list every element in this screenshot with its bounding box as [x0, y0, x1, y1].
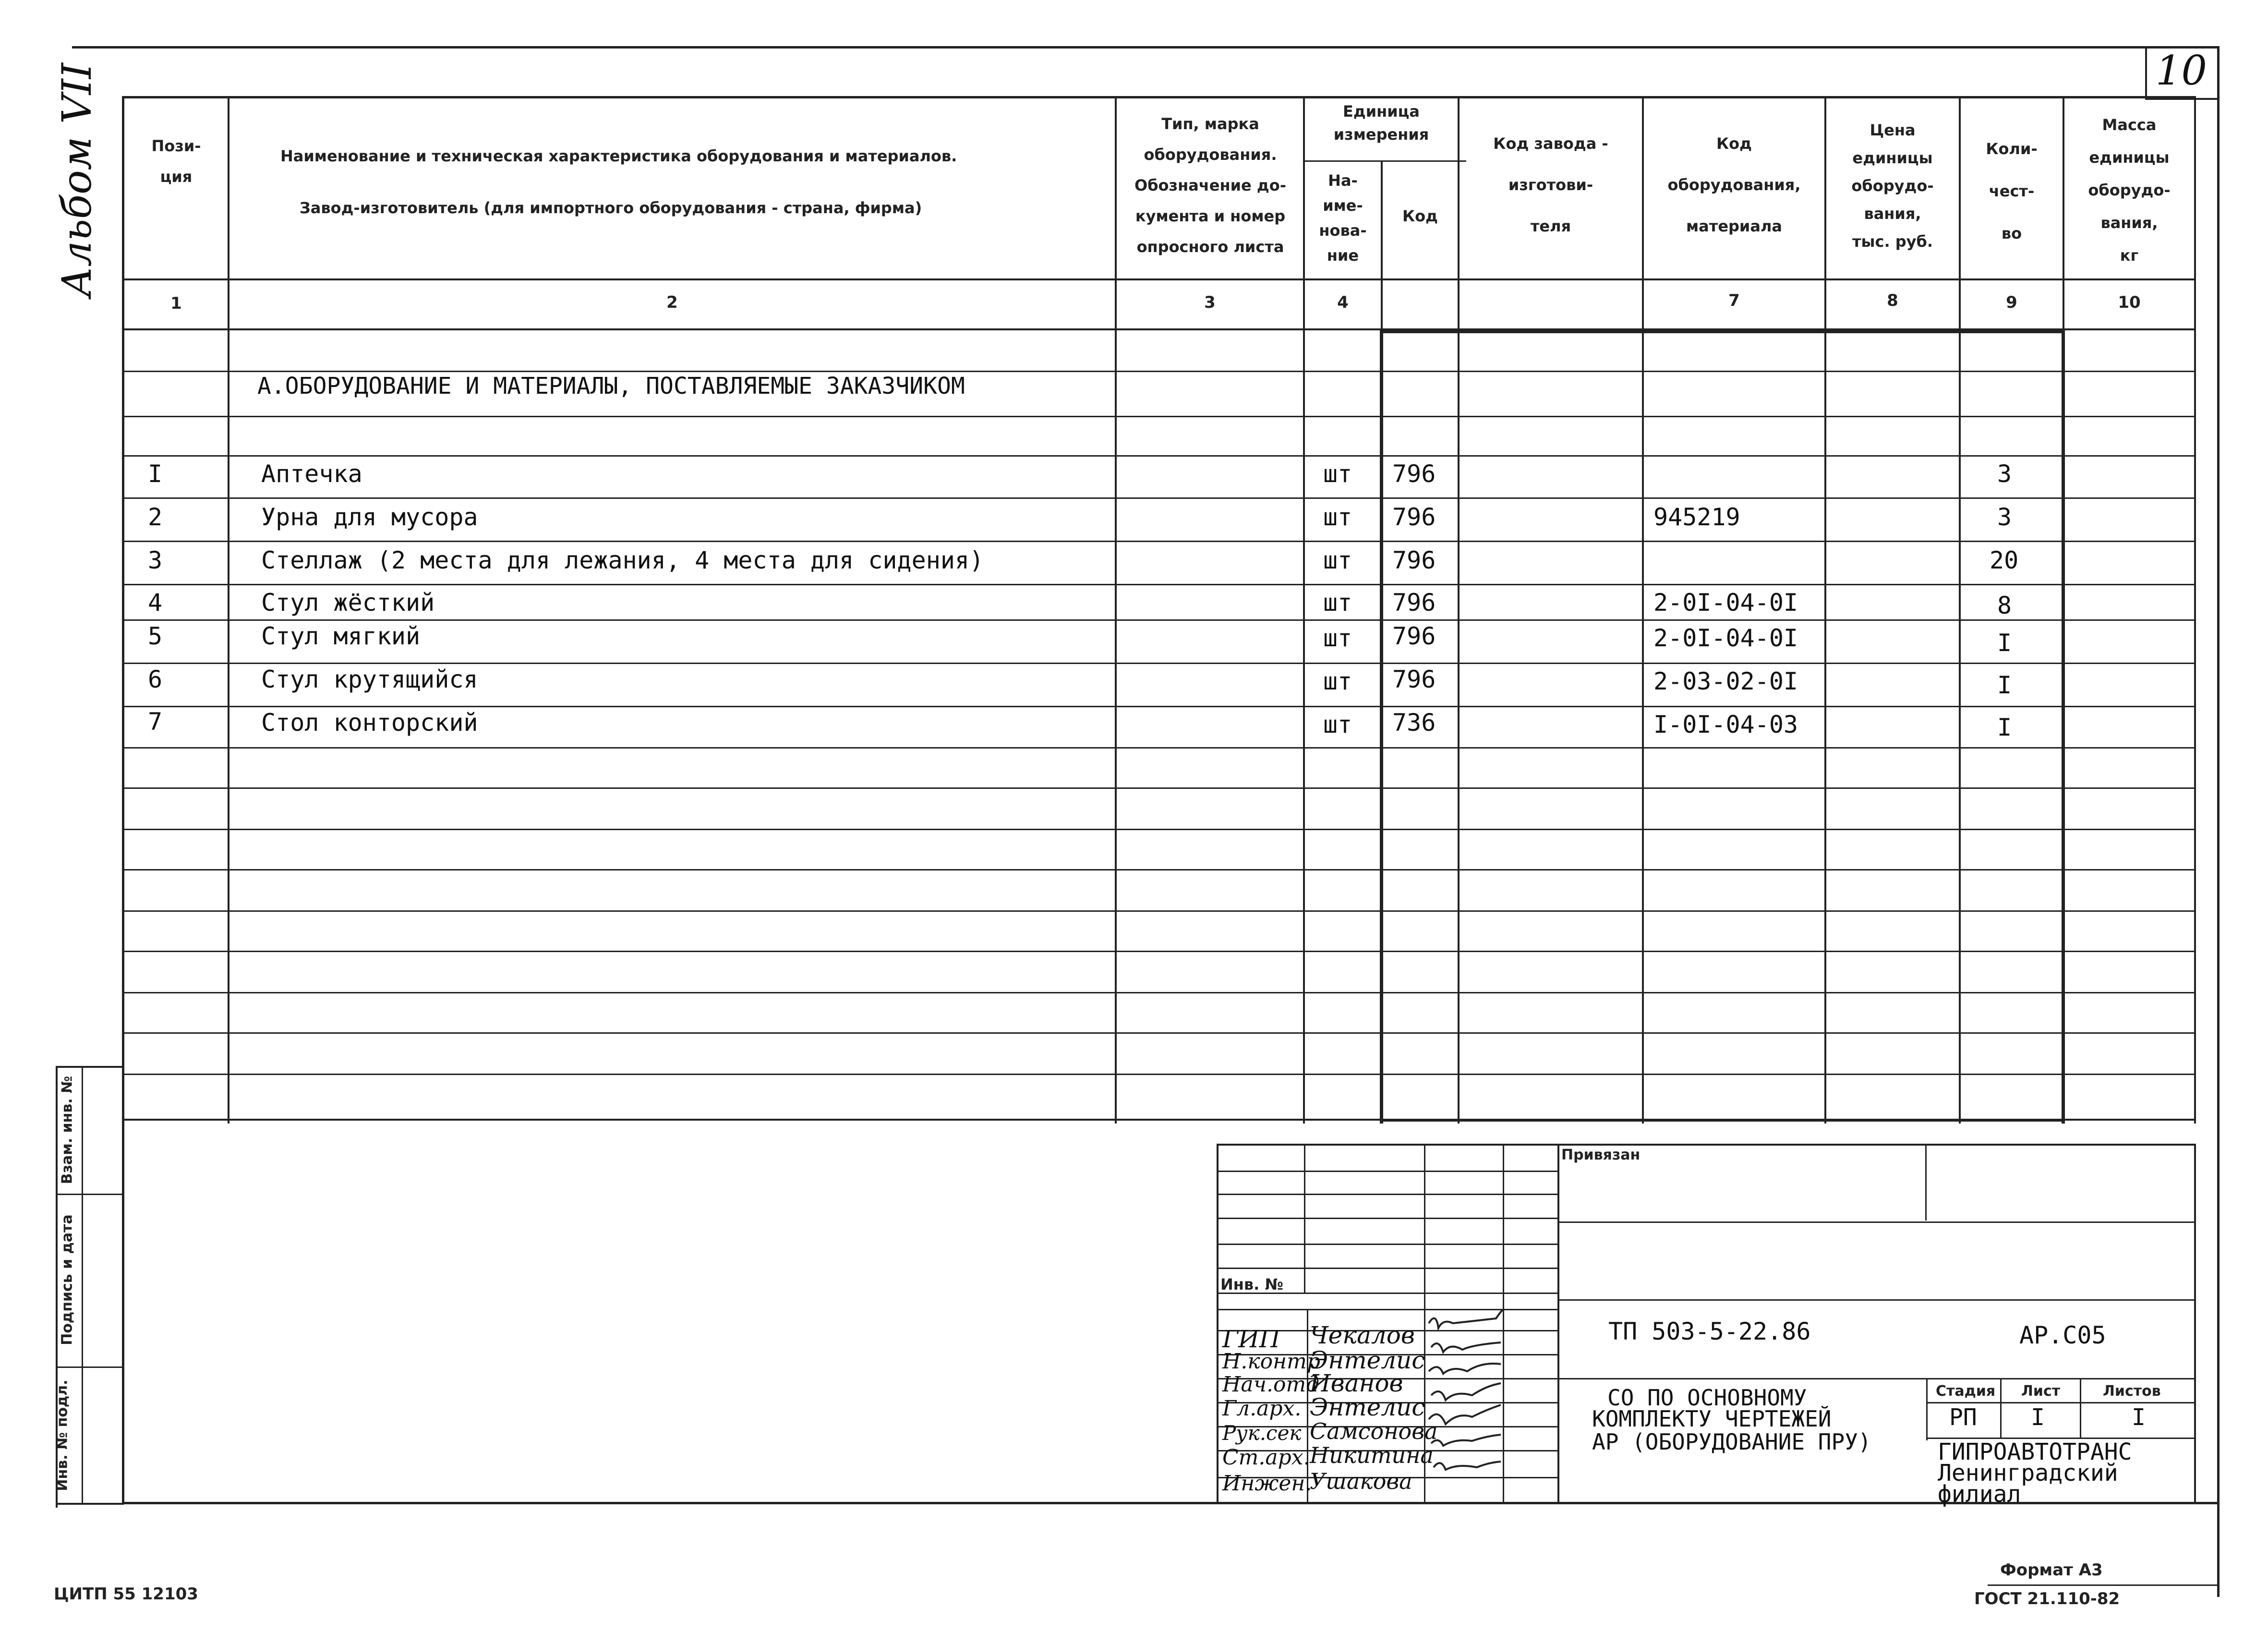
- header-position: Пози- ция: [151, 137, 201, 186]
- row-equipment-code: 2-03-02-0I: [1653, 667, 1798, 695]
- doc-title-line2: КОМПЛЕКТУ ЧЕРТЕЖЕЙ: [1592, 1406, 1832, 1432]
- row-position: 4: [148, 589, 163, 616]
- row-name: Стул крутящийся: [261, 665, 478, 693]
- row-unit: шт: [1323, 624, 1352, 652]
- row-name: Урна для мусора: [261, 503, 478, 531]
- row-unit: шт: [1323, 546, 1352, 574]
- org-line1: ГИПРОАВТОТРАНС: [1938, 1438, 2132, 1465]
- gost-label: ГОСТ 21.110-82: [1974, 1589, 2120, 1608]
- row-equipment-code: I-0I-04-03: [1653, 711, 1798, 738]
- person-role: Н.контр: [1222, 1349, 1320, 1374]
- sheets-value: I: [2132, 1404, 2146, 1431]
- side-inv-podl: Инв. № подл.: [54, 1379, 71, 1491]
- row-code: 796: [1392, 503, 1436, 531]
- row-quantity: 8: [1997, 592, 2012, 619]
- row-quantity: I: [1997, 713, 2012, 741]
- stage-label: Стадия: [1936, 1383, 1996, 1400]
- col-number: 3: [1204, 293, 1216, 312]
- row-code: 736: [1392, 709, 1436, 737]
- signatures: [1424, 1309, 1506, 1504]
- row-quantity: 3: [1997, 503, 2012, 531]
- section-title: А.ОБОРУДОВАНИЕ И МАТЕРИАЛЫ, ПОСТАВЛЯЕМЫЕ ЗАКАЗЧИКОМ: [257, 373, 965, 399]
- person-role: Нач.отд: [1222, 1372, 1320, 1397]
- stage-value: РП: [1949, 1404, 1977, 1431]
- row-quantity: I: [1997, 671, 2012, 699]
- row-quantity: I: [1997, 629, 2012, 657]
- row-unit: шт: [1323, 589, 1352, 616]
- row-equipment-code: 945219: [1653, 503, 1740, 531]
- row-code: 796: [1392, 546, 1436, 574]
- person-role: Гл.арх.: [1222, 1396, 1302, 1421]
- row-code: 796: [1392, 665, 1436, 693]
- sheet-number: 10: [2156, 47, 2207, 94]
- header-type-mark: Тип, марка оборудования. Обозначение до- кумента и номер опросного листа: [1134, 115, 1286, 256]
- side-vzam: Взам. инв. №: [59, 1076, 76, 1185]
- person-role: ГИП: [1222, 1325, 1280, 1353]
- row-quantity: 20: [1990, 546, 2019, 574]
- header-unit-name: На- име- нова- ние: [1319, 171, 1367, 265]
- format-label: Формат А3: [2000, 1560, 2103, 1580]
- row-name: Стул мягкий: [261, 622, 421, 650]
- row-code: 796: [1392, 460, 1436, 488]
- header-quantity: Коли- чест- во: [1986, 140, 2038, 242]
- col-number: 2: [666, 293, 678, 312]
- row-equipment-code: 2-0I-04-0I: [1653, 589, 1798, 616]
- person-name: Самсонова: [1310, 1418, 1438, 1444]
- org-line2: Ленинградский: [1938, 1460, 2118, 1487]
- sheet-label: Лист: [2021, 1383, 2061, 1400]
- col-number: 9: [2006, 293, 2017, 312]
- row-position: 5: [148, 622, 163, 650]
- col-number: 10: [2118, 293, 2141, 312]
- sheets-label: Листов: [2103, 1383, 2161, 1400]
- row-unit: шт: [1323, 460, 1352, 488]
- header-factory-code: Код завода - изготови- теля: [1493, 134, 1608, 235]
- row-name: Стеллаж (2 места для лежания, 4 места для сидения): [261, 546, 984, 574]
- person-name: Никитина: [1310, 1442, 1434, 1468]
- row-name: Стол конторский: [261, 709, 478, 737]
- row-unit: шт: [1323, 667, 1352, 695]
- row-code: 796: [1392, 589, 1436, 616]
- row-unit: шт: [1323, 711, 1352, 738]
- row-equipment-code: 2-0I-04-0I: [1653, 624, 1798, 652]
- person-name: Чекалов: [1310, 1321, 1415, 1349]
- person-name: Иванов: [1310, 1369, 1403, 1397]
- row-position: 6: [148, 665, 163, 693]
- row-position: 7: [148, 708, 163, 736]
- side-podpis: Подпись и дата: [59, 1214, 76, 1345]
- row-code: 796: [1392, 622, 1436, 650]
- inv-no-label: Инв. №: [1220, 1275, 1283, 1293]
- album-label: Альбом VII: [53, 62, 100, 297]
- row-position: 2: [148, 503, 163, 531]
- header-name-line2: Завод-изготовитель (для импортного оборудования - страна, фирма): [300, 199, 922, 217]
- row-name: Стул жёсткий: [261, 589, 435, 616]
- row-quantity: 3: [1997, 460, 2012, 488]
- citp-label: ЦИТП 55 12103: [54, 1584, 198, 1604]
- row-name: Аптечка: [261, 460, 362, 488]
- col-number: 1: [170, 294, 182, 313]
- person-role: Инжен.: [1222, 1471, 1312, 1496]
- doc-title-line1: СО ПО ОСНОВНОМУ: [1607, 1385, 1807, 1411]
- row-unit: шт: [1323, 503, 1352, 531]
- header-name-line1: Наименование и техническая характеристика оборудования и материалов.: [280, 147, 957, 165]
- sheet-value: I: [2031, 1404, 2045, 1431]
- project-code: ТП 503-5-22.86: [1608, 1318, 1811, 1345]
- sheet-code: АР.С05: [2019, 1321, 2106, 1349]
- org-line3: филиал: [1938, 1481, 2021, 1508]
- row-position: I: [148, 460, 163, 488]
- row-position: 3: [148, 546, 163, 574]
- header-equipment-code: Код оборудования, материала: [1667, 134, 1801, 235]
- person-role: Рук.сек: [1222, 1421, 1302, 1445]
- doc-title-line3: АР (ОБОРУДОВАНИЕ ПРУ): [1592, 1429, 1871, 1455]
- header-unit-group: Единица измерения: [1333, 102, 1429, 144]
- privyazan-label: Привязан: [1561, 1147, 1641, 1163]
- header-unit-code: Код: [1402, 207, 1438, 225]
- header-mass: Масса единицы оборудо- вания, кг: [2088, 116, 2171, 265]
- person-name: Ушакова: [1310, 1468, 1412, 1494]
- col-number: 7: [1728, 291, 1740, 310]
- col-number: 8: [1887, 291, 1898, 310]
- person-name: Энтелис: [1310, 1346, 1425, 1374]
- person-name: Энтелис: [1310, 1393, 1425, 1421]
- person-role: Ст.арх.: [1222, 1445, 1310, 1470]
- header-unit-price: Цена единицы оборудо- вания, тыс. руб.: [1851, 121, 1934, 251]
- col-number: 4: [1337, 293, 1349, 312]
